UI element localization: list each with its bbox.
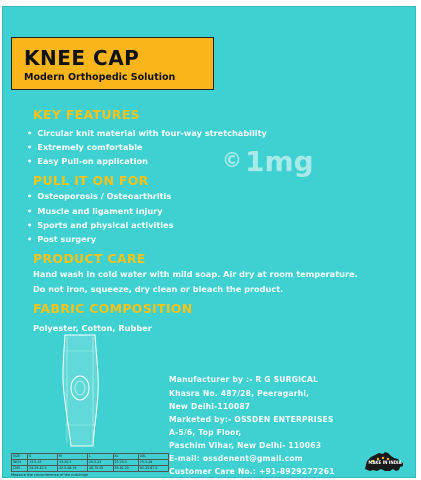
manufacturer-line: Khasra No. 487/28, Peeragarhi, [169, 389, 310, 398]
table-cell: 13.5-15 [28, 460, 58, 466]
table-row [12, 460, 169, 466]
product-title: KNEE CAP [24, 46, 140, 70]
customer-care-line: Customer Care No.: +91-8929277261 [169, 467, 335, 476]
pull-on-item: • Muscle and ligament injury [27, 206, 163, 216]
table-cell: 61.25-67.5 [139, 466, 169, 472]
fabric-composition-text: Polyester, Cotton, Rubber [33, 323, 152, 333]
table-cell: L [88, 454, 114, 460]
pull-it-on-for-heading: PULL IT ON FOR [33, 173, 149, 188]
table-cell: 42.5-48.79 [58, 466, 88, 472]
table-cell: 34.29-42.5 [28, 466, 58, 472]
marketer-line: A-5/6, Top Floor, [169, 428, 242, 437]
table-cell: 55-61.25 [113, 466, 139, 472]
table-cell: 15-20.5 [58, 460, 88, 466]
key-features-heading: KEY FEATURES [33, 107, 140, 122]
key-feature-item: • Extremely comfortable [27, 142, 143, 152]
table-cell: CMS [12, 466, 28, 472]
copyright-icon: © [222, 148, 242, 172]
table-cell: INCH [12, 460, 28, 466]
care-line: Do not iron, squeeze, dry clean or bleach the product. [33, 284, 284, 294]
manufacturer-line: Manufacturer by :- R G SURGICAL [169, 375, 319, 384]
table-cell: 20.5-23 [88, 460, 114, 466]
product-subtitle: Modern Orthopedic Solution [24, 72, 176, 83]
make-in-india-lion-logo [363, 447, 407, 475]
table-cell: S [28, 454, 58, 460]
size-chart-note: Measure the circumference of the mid-thigh [11, 473, 89, 477]
title-box [11, 37, 214, 90]
watermark-logo [222, 145, 314, 178]
product-info-card [2, 6, 416, 478]
marketer-line: Paschim Vihar, New Delhi- 110063 [169, 441, 322, 450]
table-row [12, 466, 169, 472]
table-cell: XXL [139, 454, 169, 460]
make-in-india-text: MAKE IN INDIA [368, 460, 402, 465]
product-care-heading: PRODUCT CARE [33, 251, 146, 266]
care-line: Hand wash in cold water with mild soap. Air dry at room temperature. [33, 269, 358, 279]
key-feature-item: • Circular knit material with four-way stretchability [27, 128, 267, 138]
pull-on-item: • Sports and physical activities [27, 220, 174, 230]
size-chart-table [11, 453, 169, 472]
key-feature-item: • Easy Pull-on application [27, 156, 148, 166]
watermark-text: 1mg [245, 145, 314, 178]
marketer-line: Marketed by:- OSSDEN ENTERPRISES [169, 415, 334, 424]
pull-on-item: • Post surgery [27, 234, 96, 244]
table-cell: XL [113, 454, 139, 460]
pull-on-item: • Osteoporosis / Osteoarthritis [27, 191, 171, 201]
email-line: E-mail: ossdenent@gmail.com [169, 454, 303, 463]
table-cell: SIZE [12, 454, 28, 460]
fabric-composition-heading: FABRIC COMPOSITION [33, 301, 193, 316]
manufacturer-line: New Delhi-110087 [169, 402, 251, 411]
size-chart [11, 453, 169, 477]
table-cell: 48.79-55 [88, 466, 114, 472]
table-cell: M [58, 454, 88, 460]
table-cell: 25.5-28 [139, 460, 169, 466]
table-cell: 23-25.5 [113, 460, 139, 466]
knee-cap-illustration [59, 333, 101, 448]
